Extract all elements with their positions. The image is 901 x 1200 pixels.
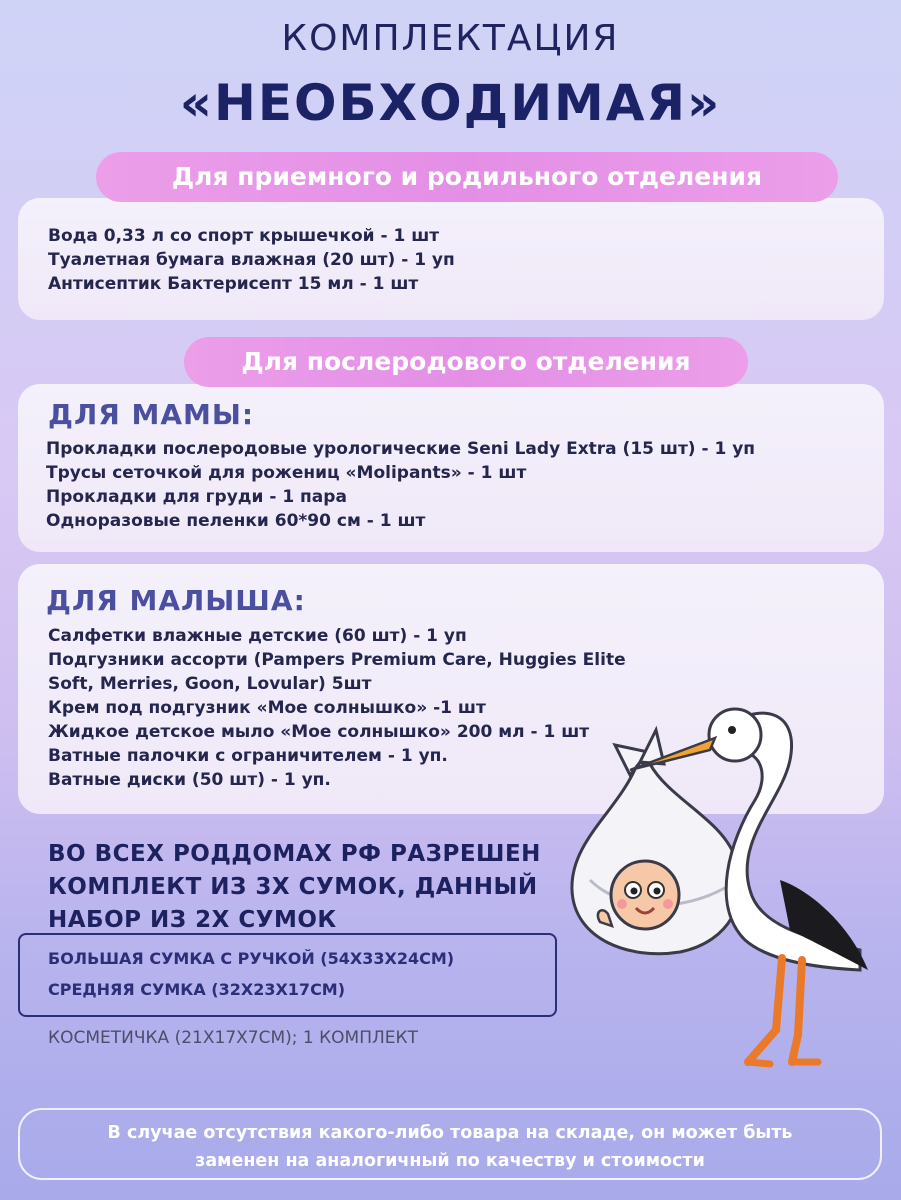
list-item: Одноразовые пеленки 60*90 см - 1 шт bbox=[46, 511, 426, 531]
list-item: Жидкое детское мыло «Мое солнышко» 200 мл - 1 шт bbox=[48, 722, 590, 742]
postnatal-section-pill: Для послеродового отделения bbox=[184, 337, 748, 387]
list-item: Туалетная бумага влажная (20 шт) - 1 уп bbox=[48, 250, 455, 270]
list-item: Ватные диски (50 шт) - 1 уп. bbox=[48, 770, 331, 790]
list-item: Крем под подгузник «Мое солнышко» -1 шт bbox=[48, 698, 486, 718]
reception-items-list bbox=[48, 224, 455, 296]
bag-item: БОЛЬШАЯ СУМКА С РУЧКОЙ (54Х33Х24СМ) bbox=[48, 949, 455, 968]
reception-section-pill: Для приемного и родильного отделения bbox=[96, 152, 838, 202]
mom-items-list bbox=[46, 437, 755, 533]
disclaimer-line: В случае отсутствия какого-либо товара на складе, он может быть bbox=[107, 1123, 793, 1143]
baby-subheading: ДЛЯ МАЛЫША: bbox=[46, 584, 306, 617]
bag-item: СРЕДНЯЯ СУМКА (32Х23Х17СМ) bbox=[48, 980, 346, 999]
mom-subheading: ДЛЯ МАМЫ: bbox=[48, 398, 255, 431]
notice-line: ВО ВСЕХ РОДДОМАХ РФ РАЗРЕШЕН bbox=[48, 841, 541, 867]
page-title-line2: «НЕОБХОДИМАЯ» bbox=[179, 74, 722, 132]
stork-with-baby-illustration bbox=[560, 690, 880, 1090]
list-item: Подгузники ассорти (Pampers Premium Care, Huggies Elite bbox=[48, 650, 626, 670]
page-title-line1: КОМПЛЕКТАЦИЯ bbox=[281, 18, 620, 59]
bags-notice bbox=[48, 838, 541, 937]
list-item: Прокладки послеродовые урологические Seni Lady Extra (15 шт) - 1 уп bbox=[46, 439, 756, 459]
disclaimer-line: заменен на аналогичный по качеству и стоимости bbox=[195, 1151, 705, 1171]
bags-list bbox=[48, 943, 454, 1005]
cosmetic-bag-line: КОСМЕТИЧКА (21Х17Х7СМ); 1 КОМПЛЕКТ bbox=[48, 1028, 418, 1048]
list-item: Антисептик Бактерисепт 15 мл - 1 шт bbox=[48, 274, 419, 294]
notice-line: КОМПЛЕКТ ИЗ 3Х СУМОК, ДАННЫЙ bbox=[48, 874, 538, 900]
list-item: Вода 0,33 л со спорт крышечкой - 1 шт bbox=[48, 226, 440, 246]
list-item: Soft, Merries, Goon, Lovular) 5шт bbox=[48, 674, 372, 694]
list-item: Салфетки влажные детские (60 шт) - 1 уп bbox=[48, 626, 467, 646]
stock-disclaimer bbox=[18, 1108, 882, 1180]
notice-line: НАБОР ИЗ 2Х СУМОК bbox=[48, 907, 337, 933]
list-item: Трусы сеточкой для рожениц «Molipants» - 1 шт bbox=[46, 463, 527, 483]
list-item: Прокладки для груди - 1 пара bbox=[46, 487, 347, 507]
baby-items-list bbox=[48, 624, 626, 792]
list-item: Ватные палочки с ограничителем - 1 уп. bbox=[48, 746, 448, 766]
